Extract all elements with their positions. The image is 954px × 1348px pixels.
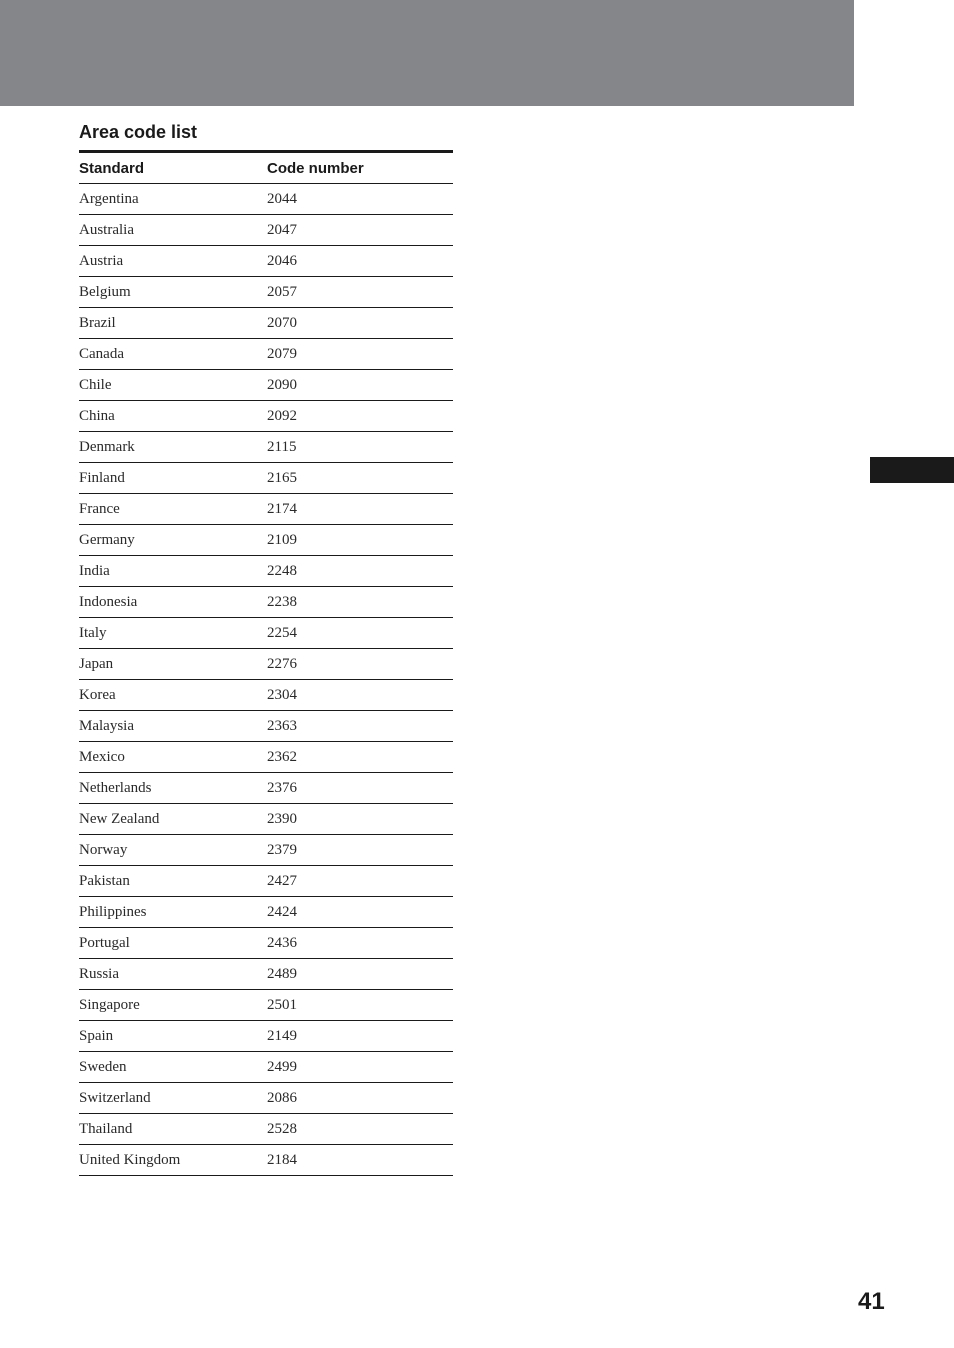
cell-code-number: 2057 [267,283,297,300]
table-row [79,742,453,773]
cell-code-number: 2501 [267,996,297,1013]
table-row [79,432,453,463]
cell-code-number: 2109 [267,531,297,548]
table-row [79,184,453,215]
table-row [79,277,453,308]
cell-standard: Chile [79,376,112,393]
cell-standard: Sweden [79,1058,127,1075]
cell-code-number: 2304 [267,686,297,703]
area-code-table [79,150,453,1176]
table-row [79,1021,453,1052]
cell-code-number: 2363 [267,717,297,734]
table-row [79,1145,453,1176]
cell-code-number: 2248 [267,562,297,579]
table-row [79,990,453,1021]
cell-code-number: 2424 [267,903,297,920]
cell-code-number: 2528 [267,1120,297,1137]
cell-standard: Pakistan [79,872,130,889]
cell-code-number: 2092 [267,407,297,424]
cell-code-number: 2390 [267,810,297,827]
table-row [79,370,453,401]
table-row [79,897,453,928]
cell-standard: India [79,562,110,579]
cell-standard: Korea [79,686,116,703]
cell-standard: Malaysia [79,717,134,734]
section-title: Area code list [79,122,198,142]
cell-standard: Austria [79,252,124,269]
cell-code-number: 2376 [267,779,297,796]
cell-standard: Japan [79,655,114,672]
table-row [79,680,453,711]
cell-standard: Canada [79,345,124,362]
cell-code-number: 2436 [267,934,297,951]
cell-standard: Netherlands [79,779,152,796]
cell-standard: Russia [79,965,120,982]
table-row [79,215,453,246]
cell-code-number: 2115 [267,438,297,455]
table-row [79,494,453,525]
table-row [79,1083,453,1114]
header-standard: Standard [79,159,145,177]
cell-standard: Norway [79,841,128,858]
table-row [79,1114,453,1145]
cell-code-number: 2079 [267,345,297,362]
cell-code-number: 2254 [267,624,297,641]
table-row [79,339,453,370]
cell-code-number: 2362 [267,748,297,765]
cell-code-number: 2427 [267,872,297,889]
table-row [79,1052,453,1083]
cell-code-number: 2379 [267,841,297,858]
cell-standard: Brazil [79,314,116,331]
table-row [79,401,453,432]
cell-code-number: 2499 [267,1058,297,1075]
table-row [79,866,453,897]
cell-standard: Australia [79,221,134,238]
cell-code-number: 2149 [267,1027,297,1044]
cell-code-number: 2046 [267,252,297,269]
cell-standard: Indonesia [79,593,138,610]
cell-standard: Spain [79,1027,114,1044]
table-row [79,773,453,804]
cell-standard: Finland [79,469,125,486]
cell-standard: United Kingdom [79,1151,181,1168]
table-row [79,587,453,618]
cell-standard: New Zealand [79,810,160,827]
table-row [79,835,453,866]
table-body [79,184,453,1176]
header-code-number: Code number [267,159,364,177]
cell-code-number: 2044 [267,190,297,207]
cell-code-number: 2238 [267,593,297,610]
table-row [79,556,453,587]
table-header-row [79,153,453,184]
cell-code-number: 2174 [267,500,297,517]
cell-standard: China [79,407,115,424]
table-row [79,618,453,649]
cell-standard: Germany [79,531,135,548]
cell-standard: Belgium [79,283,131,300]
table-row [79,804,453,835]
cell-standard: Denmark [79,438,135,455]
cell-code-number: 2184 [267,1151,297,1168]
cell-code-number: 2489 [267,965,297,982]
table-row [79,928,453,959]
cell-standard: Singapore [79,996,140,1013]
table-row [79,525,453,556]
cell-code-number: 2276 [267,655,297,672]
section-tab-marker [870,457,954,483]
table-row [79,959,453,990]
table-row [79,711,453,742]
cell-code-number: 2165 [267,469,297,486]
table-row [79,463,453,494]
cell-standard: Argentina [79,190,139,207]
table-row [79,308,453,339]
cell-standard: France [79,500,120,517]
cell-standard: Philippines [79,903,147,920]
table-row [79,649,453,680]
header-band [0,0,854,106]
page-number: 41 [858,1288,885,1315]
cell-code-number: 2070 [267,314,297,331]
cell-code-number: 2086 [267,1089,297,1106]
table-row [79,246,453,277]
cell-code-number: 2090 [267,376,297,393]
cell-standard: Switzerland [79,1089,151,1106]
cell-standard: Italy [79,624,107,641]
cell-code-number: 2047 [267,221,297,238]
cell-standard: Portugal [79,934,130,951]
cell-standard: Thailand [79,1120,133,1137]
cell-standard: Mexico [79,748,125,765]
